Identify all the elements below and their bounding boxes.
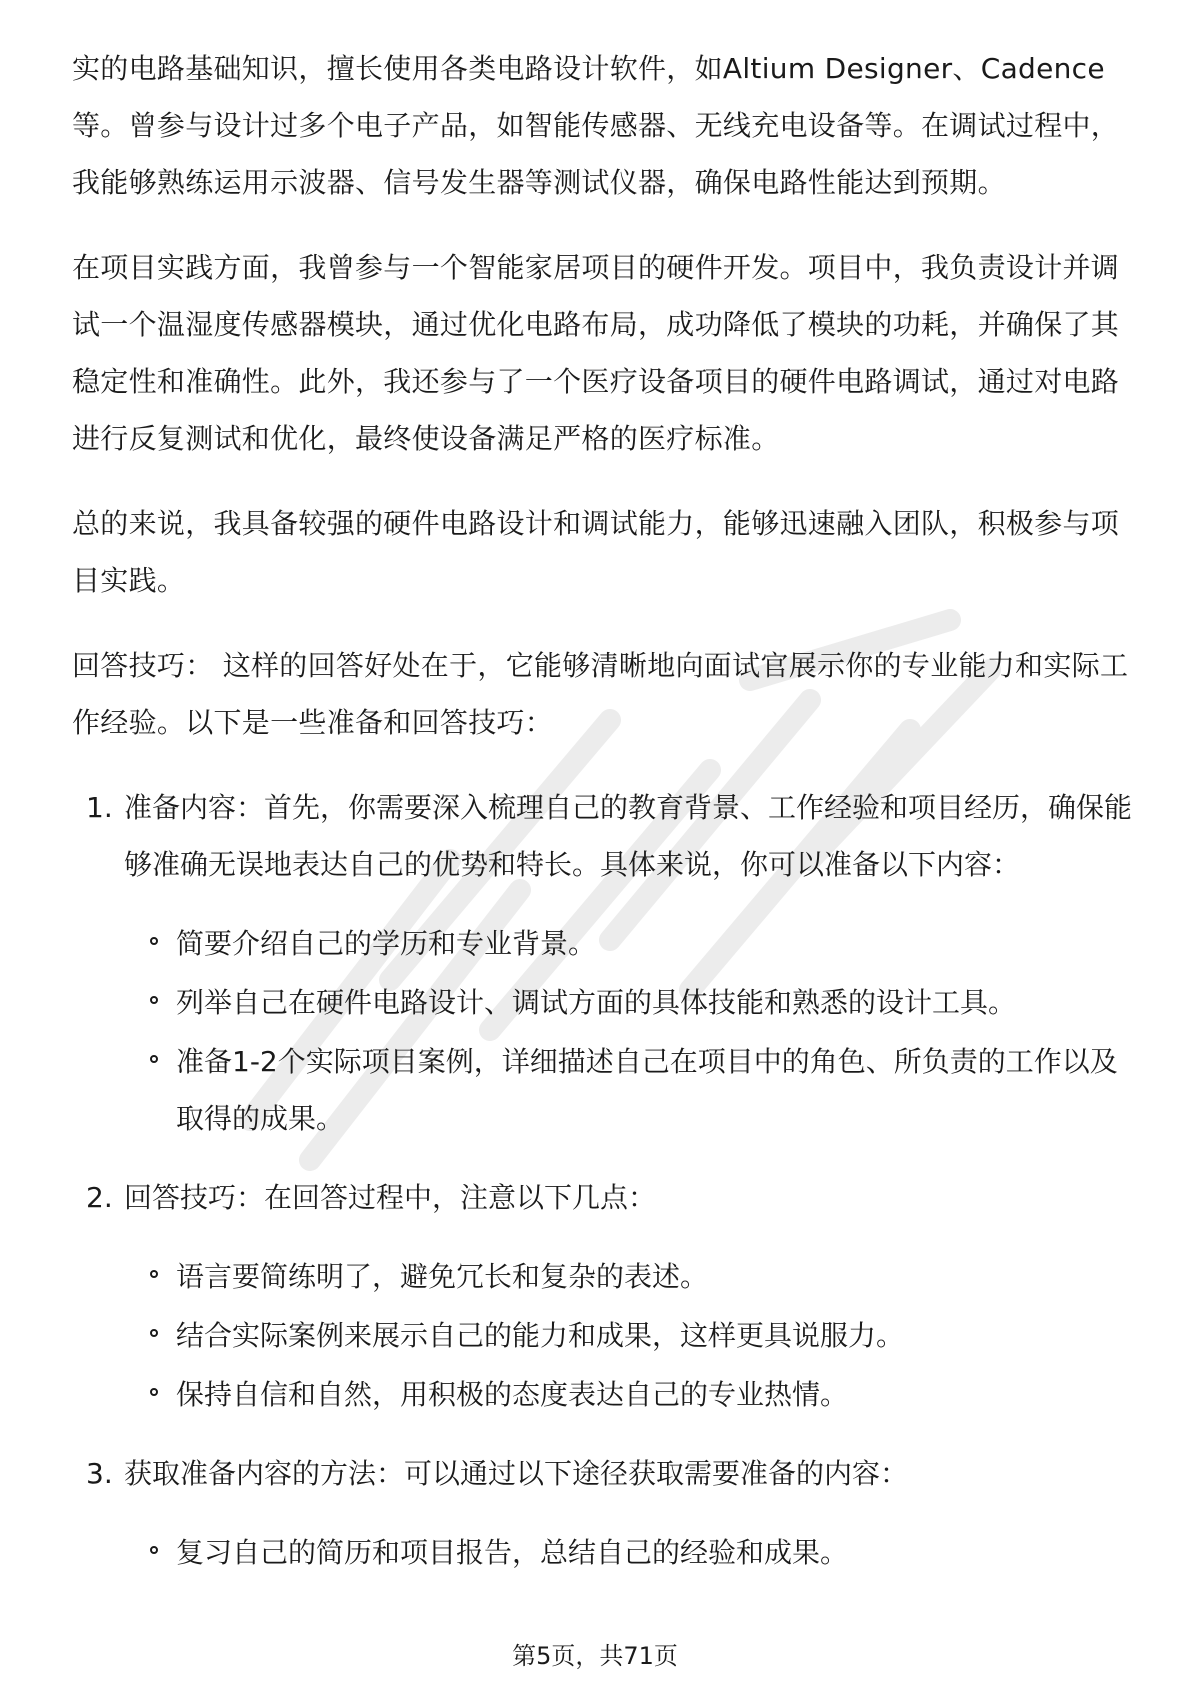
list-item-text: 获取准备内容的方法：可以通过以下途径获取需要准备的内容： [124, 1457, 909, 1490]
list-item [72, 1169, 1132, 1423]
sub-list-item [124, 1366, 1132, 1423]
list-item [72, 779, 1132, 1147]
sub-list-item-text: 准备1-2个实际项目案例，详细描述自己在项目中的角色、所负责的工作以及取得的成果。 [176, 1045, 1118, 1135]
sub-list-item [124, 1307, 1132, 1364]
sub-list-item [124, 1033, 1132, 1147]
list-number: 2. [86, 1181, 113, 1214]
sub-list-item [124, 1524, 1132, 1581]
list-number: 3. [86, 1457, 113, 1490]
sub-list-item [124, 974, 1132, 1031]
circle-bullet-icon [150, 1388, 158, 1396]
list-item-text: 回答技巧：在回答过程中，注意以下几点： [124, 1181, 657, 1214]
paragraph-skills: 实的电路基础知识，擅长使用各类电路设计软件，如Altium Designer、Cadence等。曾参与设计过多个电子产品，如智能传感器、无线充电设备等。在调试过程中，我能够熟练运用示波器、信号发生器等测试仪器，确保电路性能达到预期。 [72, 52, 1120, 199]
sub-list [124, 1248, 1132, 1423]
circle-bullet-icon [150, 1270, 158, 1278]
sub-list-item-text: 结合实际案例来展示自己的能力和成果，这样更具说服力。 [176, 1319, 905, 1352]
circle-bullet-icon [150, 1546, 158, 1554]
paragraph-summary: 总的来说，我具备较强的硬件电路设计和调试能力，能够迅速融入团队，积极参与项目实践。 [72, 507, 1120, 597]
tips-list [72, 779, 1132, 1581]
list-number: 1. [86, 791, 113, 824]
sub-list-item-text: 保持自信和自然，用积极的态度表达自己的专业热情。 [176, 1378, 849, 1411]
document-page [72, 40, 1132, 1603]
sub-list-item-text: 复习自己的简历和项目报告，总结自己的经验和成果。 [176, 1536, 849, 1569]
paragraph-projects: 在项目实践方面，我曾参与一个智能家居项目的硬件开发。项目中，我负责设计并调试一个温湿度传感器模块，通过优化电路布局，成功降低了模块的功耗，并确保了其稳定性和准确性。此外，我还参与了一个医疗设备项目的硬件电路调试，通过对电路进行反复测试和优化，最终使设备满足严格的医疗标准。 [72, 251, 1120, 455]
sub-list-item-text: 语言要简练明了，避免冗长和复杂的表述。 [176, 1260, 709, 1293]
page-footer: 第5页，共71页 [512, 1642, 678, 1670]
circle-bullet-icon [150, 937, 158, 945]
sub-list-item [124, 915, 1132, 972]
sub-list-item-text: 列举自己在硬件电路设计、调试方面的具体技能和熟悉的设计工具。 [176, 986, 1017, 1019]
sub-list [124, 1524, 1132, 1581]
circle-bullet-icon [150, 1329, 158, 1337]
circle-bullet-icon [150, 1055, 158, 1063]
list-item-text: 准备内容：首先，你需要深入梳理自己的教育背景、工作经验和项目经历，确保能够准确无误地表达自己的优势和特长。具体来说，你可以准备以下内容： [124, 791, 1133, 881]
sub-list [124, 915, 1132, 1147]
circle-bullet-icon [150, 996, 158, 1004]
list-item [72, 1445, 1132, 1581]
sub-list-item-text: 简要介绍自己的学历和专业背景。 [176, 927, 597, 960]
sub-list-item [124, 1248, 1132, 1305]
paragraph-tips-intro: 回答技巧： 这样的回答好处在于，它能够清晰地向面试官展示你的专业能力和实际工作经验。以下是一些准备和回答技巧： [72, 649, 1129, 739]
